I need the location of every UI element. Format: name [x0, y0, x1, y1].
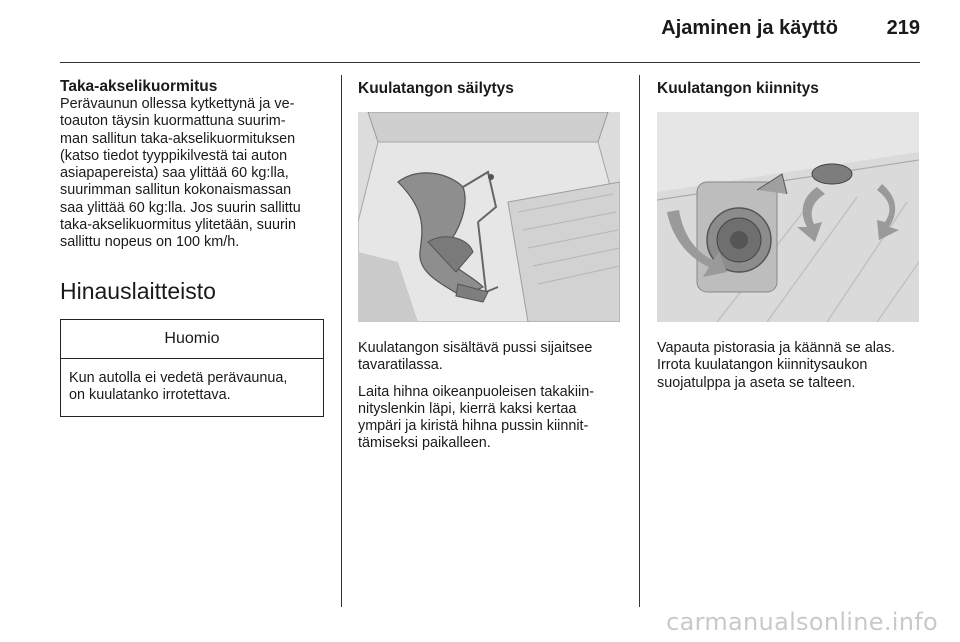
text-line: Kuulatangon sisältävä pussi sijaitsee — [358, 340, 593, 356]
column-divider — [341, 75, 342, 607]
column-divider — [639, 75, 640, 607]
storage-paragraph-2 — [358, 384, 624, 453]
text-line: tämiseksi paikalleen. — [358, 435, 491, 452]
page-header — [60, 0, 920, 63]
notice-body — [61, 359, 323, 417]
column-1 — [60, 78, 326, 417]
subheading-ball-bar-storage: Kuulatangon säilytys — [358, 80, 514, 97]
page-number: 219 — [886, 17, 920, 39]
text-line: suurimman sallitun kokonaismassan — [60, 182, 292, 199]
text-line: Perävaunun ollessa kytkettynä ja ve- — [60, 96, 295, 112]
rear-axle-paragraph — [60, 96, 326, 252]
text-line: saa ylittää 60 kg:lla. Jos suurin sallittu — [60, 199, 301, 216]
text-line: asiapapereista) saa ylittää 60 kg:lla, — [60, 165, 289, 182]
header-title: Ajaminen ja käyttö — [661, 17, 838, 39]
text-line: (katso tiedot tyyppikilvestä tai auton — [60, 147, 288, 164]
text-line: taka-akselikuormitus ylitetään, suurin — [60, 217, 296, 234]
storage-bag-illustration — [358, 112, 620, 322]
storage-paragraph-1 — [358, 340, 624, 375]
subheading-rear-axle-load: Taka-akselikuormitus — [60, 78, 218, 95]
section-title-towing: Hinauslaitteisto — [60, 277, 216, 304]
text-line: on kuulatanko irrotettava. — [69, 386, 231, 403]
mounting-paragraph — [657, 340, 923, 392]
text-line: ympäri ja kiristä hihna pussin kiinnit- — [358, 418, 589, 435]
text-line: suojatulppa ja aseta se talteen. — [657, 374, 856, 391]
text-line: Laita hihna oikeanpuoleisen takakiin- — [358, 383, 595, 400]
column-3 — [657, 78, 923, 392]
socket-illustration — [657, 112, 919, 322]
column-2 — [358, 78, 624, 453]
text-line: toauton täysin kuormattuna suurim- — [60, 113, 286, 130]
text-line: Irrota kuulatangon kiinnitysaukon — [657, 357, 868, 374]
subheading-ball-bar-mounting: Kuulatangon kiinnitys — [657, 80, 819, 97]
text-line: sallittu nopeus on 100 km/h. — [60, 234, 240, 251]
notice-title: Huomio — [61, 320, 323, 359]
watermark: carmanualsonline.info — [666, 608, 938, 636]
figure-socket-mounting — [657, 112, 919, 322]
text-line: tavaratilassa. — [358, 357, 443, 374]
text-line: Kun autolla ei vedetä perävaunua, — [69, 369, 288, 386]
figure-storage-bag — [358, 112, 620, 322]
text-line: man sallitun taka-akselikuormituksen — [60, 130, 296, 147]
text-line: nityslenkin läpi, kierrä kaksi kertaa — [358, 400, 577, 417]
text-line: Vapauta pistorasia ja käännä se alas. — [657, 340, 896, 356]
notice-box — [60, 319, 324, 418]
